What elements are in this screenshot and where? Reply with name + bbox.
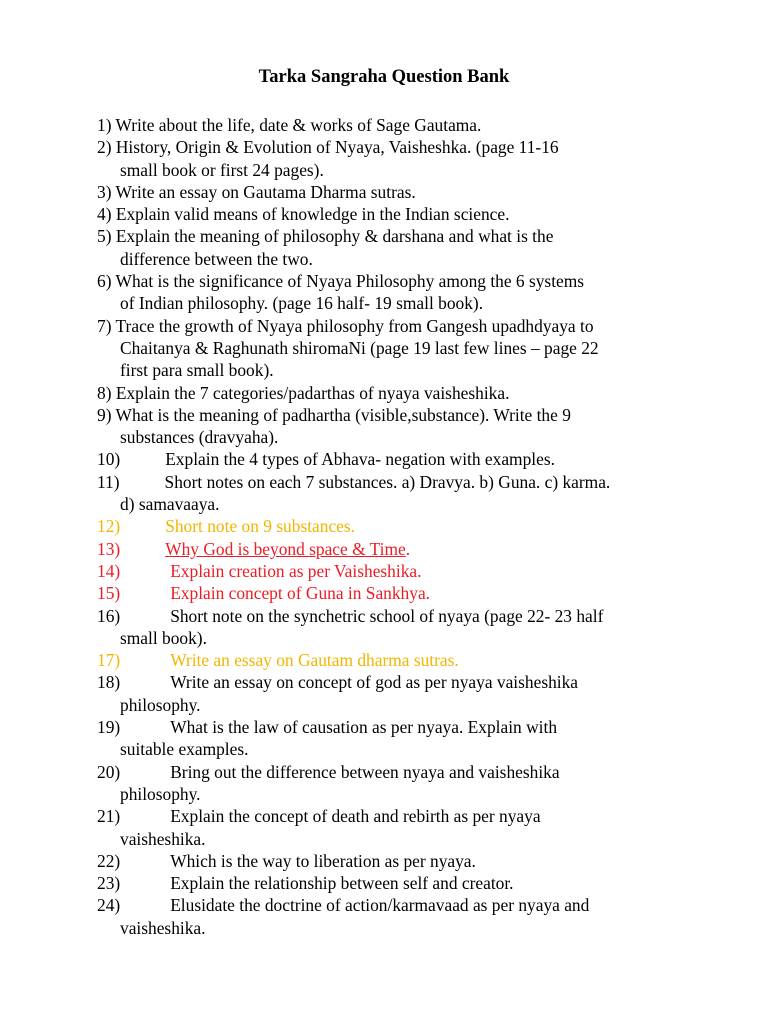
question-number: 5) xyxy=(97,226,112,247)
question-text-continued: small book). xyxy=(120,627,207,648)
question-number: 23) xyxy=(97,873,121,894)
question-text: What is the law of causation as per nyaya. Explain with xyxy=(170,717,558,738)
question-number: 9) xyxy=(97,404,112,425)
question-item xyxy=(97,203,737,225)
question-text-continued: difference between the two. xyxy=(120,248,313,269)
question-number: 19) xyxy=(97,717,121,738)
question-item xyxy=(97,136,737,181)
question-number: 1) xyxy=(97,115,112,135)
question-text: Write about the life, date & works of Sage Gautama. xyxy=(115,115,482,135)
question-item xyxy=(97,872,737,894)
question-item xyxy=(97,471,737,516)
question-number: 7) xyxy=(97,315,112,336)
question-item xyxy=(97,404,737,449)
question-text-continued: suitable examples. xyxy=(120,739,249,760)
question-item xyxy=(97,114,737,136)
question-text: Trace the growth of Nyaya philosophy from Gangesh upadhdyaya to xyxy=(115,315,594,336)
question-text: Explain the relationship between self and creator. xyxy=(170,873,514,894)
question-item xyxy=(97,181,737,203)
question-number: 10) xyxy=(97,449,121,470)
question-number: 15) xyxy=(97,583,121,604)
question-number: 12) xyxy=(97,516,121,537)
question-number: 14) xyxy=(97,560,121,581)
question-number: 11) xyxy=(97,471,120,492)
question-item xyxy=(97,805,737,850)
question-number: 18) xyxy=(97,672,121,693)
question-number: 22) xyxy=(97,850,121,871)
question-item xyxy=(97,894,737,939)
question-item xyxy=(97,850,737,872)
question-text: Explain concept of Guna in Sankhya. xyxy=(170,583,431,604)
question-text: What is the significance of Nyaya Philosophy among the 6 systems xyxy=(115,271,585,292)
question-item xyxy=(97,382,737,404)
question-text: Explain the 7 categories/padarthas of nyaya vaisheshika. xyxy=(115,382,510,403)
question-text: What is the meaning of padhartha (visible,substance). Write the 9 xyxy=(115,404,571,425)
question-item xyxy=(97,761,737,806)
question-list xyxy=(97,114,737,939)
question-text: Write an essay on Gautam dharma sutras. xyxy=(170,650,459,671)
question-item xyxy=(97,671,737,716)
question-text-continued: substances (dravyaha). xyxy=(120,427,279,448)
question-text-continued: vaisheshika. xyxy=(120,917,206,938)
question-item-highlighted xyxy=(97,560,737,582)
question-number: 2) xyxy=(97,137,112,158)
question-text-continued: vaisheshika. xyxy=(120,828,206,849)
question-text-continued: of Indian philosophy. (page 16 half- 19 small book). xyxy=(120,293,484,314)
question-number: 16) xyxy=(97,605,121,626)
question-item xyxy=(97,716,737,761)
question-item-highlighted xyxy=(97,515,737,537)
question-number: 21) xyxy=(97,806,121,827)
question-item xyxy=(97,448,737,470)
question-number: 8) xyxy=(97,382,112,403)
question-text: Explain valid means of knowledge in the Indian science. xyxy=(115,204,510,225)
question-text: Short note on 9 substances. xyxy=(165,516,356,537)
question-number: 13) xyxy=(97,538,121,559)
question-text-continued: philosophy. xyxy=(120,694,201,715)
question-item xyxy=(97,270,737,315)
question-text-continued: philosophy. xyxy=(120,783,201,804)
question-number: 6) xyxy=(97,271,112,292)
question-item xyxy=(97,605,737,650)
question-item-highlighted xyxy=(97,582,737,604)
question-text-continued: Chaitanya & Raghunath shiromaNi (page 19 last few lines – page 22 xyxy=(120,337,599,358)
question-number: 3) xyxy=(97,181,112,202)
question-text: Bring out the difference between nyaya and vaisheshika xyxy=(170,761,560,782)
question-text: Short notes on each 7 substances. a) Dravya. b) Guna. c) karma. xyxy=(164,471,611,492)
question-text: Elusidate the doctrine of action/karmavaad as per nyaya and xyxy=(170,895,590,916)
question-text-continued: d) samavaaya. xyxy=(120,494,220,515)
question-number: 17) xyxy=(97,650,121,671)
question-number: 20) xyxy=(97,761,121,782)
question-text: Write an essay on concept of god as per nyaya vaisheshika xyxy=(170,672,579,693)
question-item-highlighted xyxy=(97,649,737,671)
question-text: Write an essay on Gautama Dharma sutras. xyxy=(115,181,416,202)
question-item xyxy=(97,225,737,270)
question-text: Which is the way to liberation as per nyaya. xyxy=(170,850,476,871)
question-text: Explain the 4 types of Abhava- negation with examples. xyxy=(165,449,555,470)
question-text: Explain creation as per Vaisheshika. xyxy=(170,560,422,581)
question-item xyxy=(97,315,737,382)
question-text: Why God is beyond space & Time xyxy=(165,538,406,559)
question-text: Explain the meaning of philosophy & darshana and what is the xyxy=(115,226,554,247)
question-text-continued: small book or first 24 pages). xyxy=(120,159,324,180)
question-text: Explain the concept of death and rebirth as per nyaya xyxy=(170,806,541,827)
question-text-continued: first para small book). xyxy=(120,360,274,381)
question-number: 24) xyxy=(97,895,121,916)
question-suffix: . xyxy=(405,538,411,559)
question-text: Short note on the synchetric school of nyaya (page 22- 23 half xyxy=(170,605,604,626)
question-number: 4) xyxy=(97,204,112,225)
document-title: Tarka Sangraha Question Bank xyxy=(258,67,510,87)
question-item-highlighted xyxy=(97,538,737,560)
question-text: History, Origin & Evolution of Nyaya, Vaisheshka. (page 11-16 xyxy=(115,137,559,158)
